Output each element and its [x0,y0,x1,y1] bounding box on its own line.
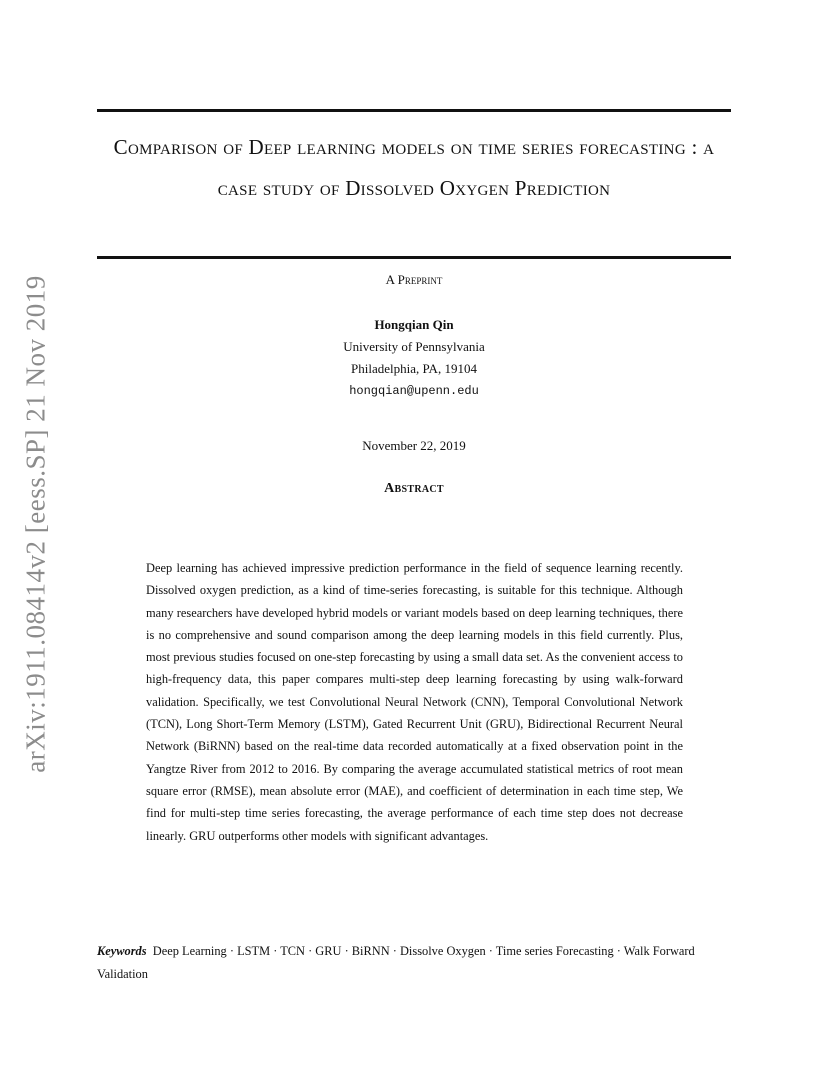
title-top-rule [97,109,731,112]
author-affiliation: University of Pennsylvania [343,339,485,354]
title-bottom-rule [97,256,731,259]
author-name: Hongqian Qin [374,317,454,332]
arxiv-identifier-stamp: arXiv:1911.08414v2 [eess.SP] 21 Nov 2019 [20,275,51,773]
keywords-label: Keywords [97,944,147,958]
abstract-text: Deep learning has achieved impressive prediction performance in the field of sequence learning recently. Dissolved oxygen prediction, as a kind of time-series forecasting, is suitable for this technique. Although many researchers have developed hybrid models or variant models based on deep learning techniques, there is no comprehensive and sound comparison among the deep learning models in this field currently. Plus, most previous studies focused on one-step forecasting by using a small data set. As the convenient access to high-frequency data, this paper compares multi-step deep learning forecasting by using walk-forward validation. Specifically, we test Convolutional Neural Network (CNN), Temporal Convolutional Network (TCN), Long Short-Term Memory (LSTM), Gated Recurrent Unit (GRU), Bidirectional Recurrent Neural Network (BiRNN) based on the real-time data recorded automatically at a fixed observation point in the Yangtze River from 2012 to 2016. By comparing the average accumulated statistical metrics of root mean square error (RMSE), mean absolute error (MAE), and coefficient of determination in each time step, We find for multi-step time series forecasting, the average performance of each time step does not decrease linearly. GRU outperforms other models with significant advantages. [146,561,683,843]
author-address: Philadelphia, PA, 19104 [351,361,477,376]
paper-title: Comparison of Deep learning models on time series forecasting : a case study of Dissolved Oxygen Prediction [113,135,715,200]
abstract-heading: Abstract [384,481,444,496]
publication-date: November 22, 2019 [362,438,466,453]
author-block [97,314,731,402]
keywords-line [97,940,733,985]
preprint-label: A Preprint [385,272,443,287]
author-email: hongqian@upenn.edu [349,384,479,398]
keywords-text: Deep Learning · LSTM · TCN · GRU · BiRNN · Dissolve Oxygen · Time series Forecasting · Walk Forward Validation [97,944,695,981]
